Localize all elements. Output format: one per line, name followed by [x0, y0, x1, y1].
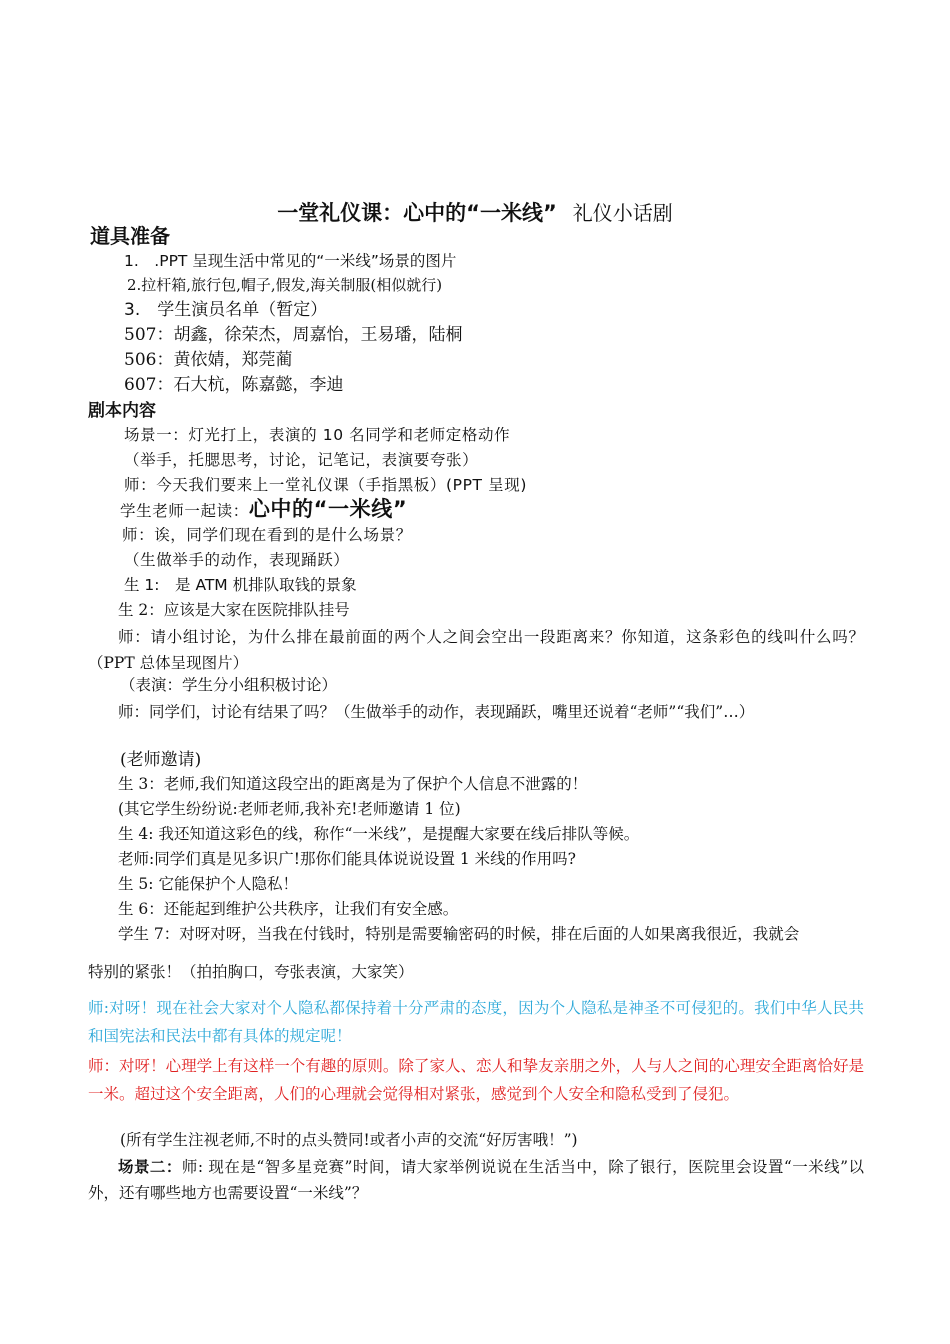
script-line-13: 生 3：老师,我们知道这段空出的距离是为了保护个人信息不泄露的！ — [118, 775, 588, 793]
script-paragraph-11: 师：同学们，讨论有结果了吗？（生做举手的动作，表现踊跃，嘴里还说着“老师”“我们”…） — [118, 703, 755, 721]
script-paragraph-9: 师：请小组讨论，为什么排在最前面的两个人之间会空出一段距离来？你知道，这条彩色的线叫什么吗？（PPT 总体呈现图片） — [88, 628, 864, 672]
title-main: 一堂礼仪课：心中的“一米线” — [277, 201, 557, 225]
script-line-20: 特别的紧张！（拍拍胸口，夸张表演，大家笑） — [88, 963, 414, 981]
script-line-5: 师：诶，同学们现在看到的是什么场景？ — [122, 526, 412, 544]
script-line-2: （举手，托腮思考，讨论，记笔记，表演要夸张） — [124, 451, 479, 469]
cast-607: 607：石大杭，陈嘉懿，李迪 — [124, 375, 344, 395]
script-line-12: (老师邀请) — [120, 750, 202, 770]
props-item-2: 2.拉杆箱,旅行包,帽子,假发,海关制服(相似就行) — [127, 276, 443, 294]
script-line-8: 生 2：应该是大家在医院排队挂号 — [118, 601, 350, 619]
cast-507: 507：胡鑫，徐荣杰，周嘉怡，王易璠，陆桐 — [124, 325, 463, 345]
script-line-16: 老师:同学们真是见多识广!那你们能具体说说设置 1 米线的作用吗? — [118, 850, 576, 868]
script-line-4-lead: 学生老师一起读： — [120, 502, 249, 520]
props-heading: 道具准备 — [90, 224, 170, 248]
props-item-3: 3. 学生演员名单（暂定） — [124, 300, 328, 320]
props-item-1: 1. .PPT 呈现生活中常见的“一米线”场景的图片 — [124, 252, 457, 270]
script-line-4-emphasis: 心中的“一米线” — [248, 497, 408, 521]
script-heading: 剧本内容 — [88, 401, 156, 421]
script-line-10: （表演：学生分小组积极讨论） — [120, 676, 338, 694]
script-line-7: 生 1: 是 ATM 机排队取钱的景象 — [124, 576, 357, 594]
title-sub: 礼仪小话剧 — [572, 201, 673, 225]
teacher-psychology-paragraph: 师：对呀！心理学上有这样一个有趣的原则。除了家人、恋人和挚友亲朋之外，人与人之间的心理安全距离恰好是一米。超过这个安全距离，人们的心理就会觉得相对紧张，感觉到个人安全和隐私受到了侵犯。 — [88, 1057, 864, 1103]
script-line-15: 生 4: 我还知道这彩色的线，称作“一米线”，是提醒大家要在线后排队等候。 — [118, 825, 640, 843]
script-line-21: (所有学生注视老师,不时的点头赞同!或者小声的交流“好厉害哦！”) — [120, 1131, 578, 1149]
scene-2-paragraph — [88, 1154, 864, 1206]
scene-2-label: 场景二： — [118, 1157, 182, 1176]
teacher-privacy-paragraph: 师:对呀！现在社会大家对个人隐私都保持着十分严肃的态度，因为个人隐私是神圣不可侵犯的。我们中华人民共和国宪法和民法中都有具体的规定呢！ — [88, 999, 864, 1045]
scene-2-text: 师: 现在是“智多星竞赛”时间，请大家举例说说在生活当中，除了银行，医院里会设置“一米线”以外，还有哪些地方也需要设置“一米线”？ — [88, 1158, 864, 1202]
script-line-18: 生 6：还能起到维护公共秩序，让我们有安全感。 — [118, 900, 459, 918]
script-line-14: (其它学生纷纷说:老师老师,我补充!老师邀请 1 位) — [118, 800, 461, 818]
script-line-4 — [120, 498, 407, 522]
script-line-17: 生 5: 它能保护个人隐私！ — [118, 875, 298, 893]
cast-506: 506：黄依婧，郑莞蔺 — [124, 350, 293, 370]
script-line-scene1: 场景一：灯光打上，表演的 10 名同学和老师定格动作 — [124, 426, 511, 444]
script-line-19: 学生 7：对呀对呀，当我在付钱时，特别是需要输密码的时候，排在后面的人如果离我很近，我就会 — [118, 925, 800, 943]
script-line-6: （生做举手的动作，表现踊跃） — [124, 551, 350, 569]
script-line-3: 师：今天我们要来上一堂礼仪课（手指黑板）(PPT 呈现) — [124, 476, 527, 494]
